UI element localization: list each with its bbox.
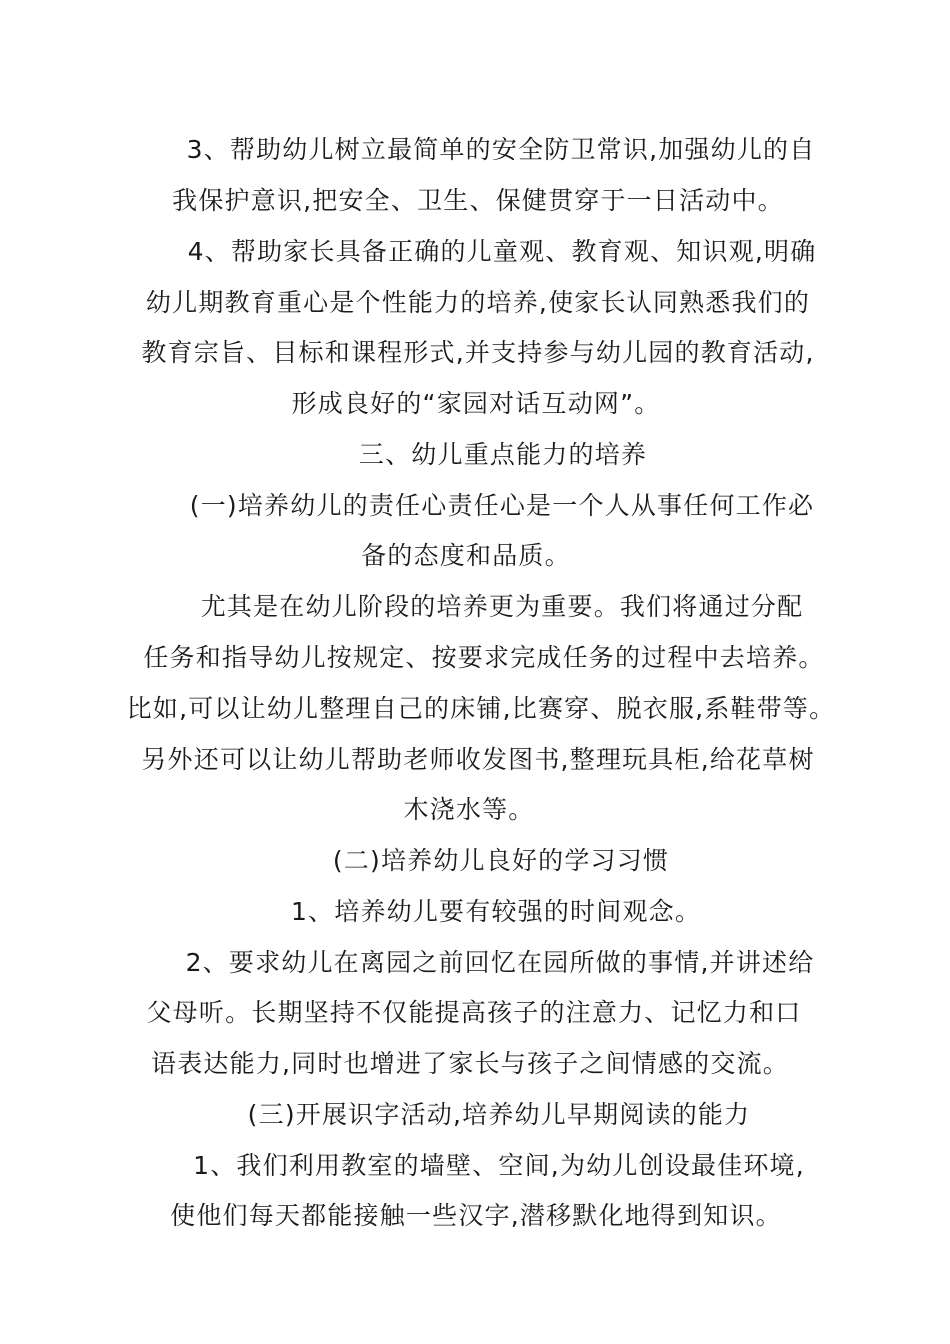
section-heading: (一)培养幼儿的责任心责任心是一个人从事任何工作必: [189, 491, 815, 520]
text-line: 使他们每天都能接触一些汉字,潜移默化地得到知识。: [170, 1201, 782, 1230]
text-line: 木浇水等。: [403, 795, 535, 824]
text-line: 我保护意识,把安全、卫生、保健贯穿于一日活动中。: [172, 186, 784, 215]
text-line: 教育宗旨、目标和课程形式,并支持参与幼儿园的教育活动,: [141, 338, 815, 367]
text-line: 比如,可以让幼儿整理自己的床铺,比赛穿、脱衣服,系鞋带等。: [126, 694, 836, 723]
text-line: 2、要求幼儿在离园之前回忆在园所做的事情,并讲述给: [185, 948, 815, 977]
section-heading: (三)开展识字活动,培养幼儿早期阅读的能力: [247, 1100, 751, 1129]
text-line: 父母听。长期坚持不仅能提高孩子的注意力、记忆力和口: [146, 998, 802, 1027]
text-line: 幼儿期教育重心是个性能力的培养,使家长认同熟悉我们的: [145, 288, 811, 317]
text-line: 另外还可以让幼儿帮助老师收发图书,整理玩具柜,给花草树: [141, 745, 815, 774]
text-line: 备的态度和品质。: [361, 541, 571, 570]
text-line: 形成良好的“家园对话互动网”。: [291, 389, 661, 418]
text-line: 3、帮助幼儿树立最简单的安全防卫常识,加强幼儿的自: [186, 135, 816, 164]
text-line: 1、培养幼儿要有较强的时间观念。: [290, 897, 702, 926]
section-heading: (二)培养幼儿良好的学习习惯: [332, 846, 670, 875]
section-heading: 三、幼儿重点能力的培养: [358, 440, 648, 469]
text-line: 4、帮助家长具备正确的儿童观、教育观、知识观,明确: [187, 237, 817, 266]
text-line: 尤其是在幼儿阶段的培养更为重要。我们将通过分配: [200, 592, 804, 621]
text-line: 1、我们利用教室的墙壁、空间,为幼儿创设最佳环境,: [193, 1151, 805, 1180]
text-line: 语表达能力,同时也增进了家长与孩子之间情感的交流。: [151, 1049, 789, 1078]
text-line: 任务和指导幼儿按规定、按要求完成任务的过程中去培养。: [143, 643, 825, 672]
